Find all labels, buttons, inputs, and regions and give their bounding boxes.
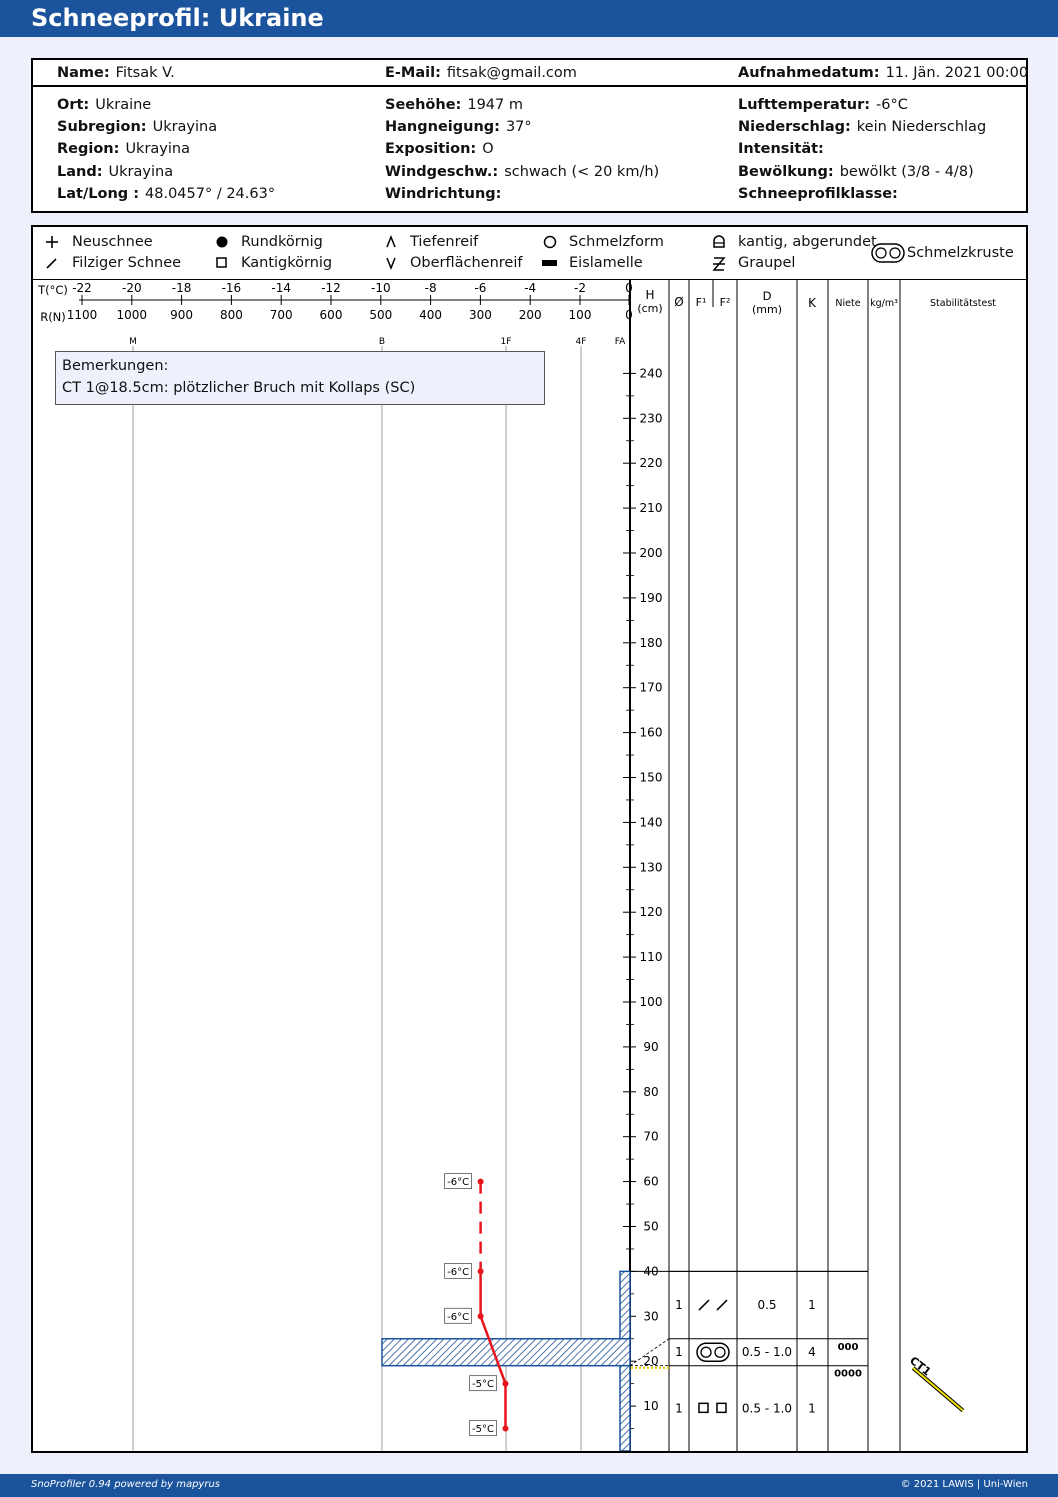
footer-bar	[0, 1474, 1058, 1497]
r-tick-label: 400	[419, 308, 443, 322]
temp-tick-label: -20	[121, 281, 142, 295]
temp-tick-label: -14	[271, 281, 292, 295]
grain-symbol-icon	[697, 1343, 729, 1361]
stab-col-label: Stabilitätstest	[930, 298, 996, 309]
stability-test-label: CT1	[907, 1354, 934, 1379]
hardness-label: B	[378, 337, 386, 347]
r-tick-label: 0	[625, 308, 633, 322]
temp-point	[503, 1426, 509, 1432]
remarks-box	[55, 351, 545, 405]
date-field: Aufnahmedatum: 11. Jän. 2021 00:00	[738, 65, 1029, 81]
height-tick-label: 80	[643, 1084, 659, 1099]
temp-label: -6°C	[447, 1266, 470, 1278]
temp-tick-label: -2	[574, 281, 586, 295]
d-col-unit: (mm)	[751, 303, 783, 316]
legend-rundkoernig: Rundkörnig	[241, 234, 323, 250]
temp-tick-label: -8	[424, 281, 437, 295]
temp-label: -6°C	[447, 1311, 470, 1323]
legend-schmelzform: Schmelzform	[569, 234, 664, 250]
o-col-label: Ø	[674, 295, 684, 309]
temp-tick-label: -16	[221, 281, 242, 295]
r-tick-label: 1100	[66, 308, 98, 322]
r-tick-label: 900	[170, 308, 194, 322]
footer-left: SnoProfiler 0.94 powered by mapyrus	[31, 1479, 221, 1490]
k-col-label: K	[808, 296, 816, 310]
niete-col-label: Niete	[835, 298, 861, 309]
temp-tick-label: -6	[474, 281, 487, 295]
niederschlag-field: Niederschlag: kein Niederschlag	[738, 119, 987, 135]
kantig-abgerundet-icon	[714, 236, 724, 247]
r-tick-label: 200	[518, 308, 542, 322]
remarks-text: CT 1@18.5cm: plötzlicher Bruch mit Kollaps (SC)	[62, 380, 416, 396]
legend-neuschnee: Neuschnee	[72, 234, 153, 250]
temp-tick-label: -4	[524, 281, 537, 295]
header-divider	[33, 85, 1026, 87]
f1-col-label: F¹	[695, 296, 707, 309]
region-field: Region: Ukrayina	[57, 141, 190, 157]
height-tick-label: 20	[643, 1354, 659, 1369]
r-tick-label: 1000	[116, 308, 148, 322]
layer-niete: 0000	[834, 1368, 862, 1380]
height-tick-label: 220	[639, 456, 663, 471]
hardness-label: 1F	[500, 337, 512, 347]
layer-niete: 000	[837, 1341, 859, 1353]
height-tick-label: 110	[639, 950, 663, 965]
profile-chart-box	[31, 328, 1028, 1453]
tiefenreif-icon	[387, 237, 395, 247]
temp-point	[478, 1313, 484, 1319]
temp-tick-label: -10	[370, 281, 391, 295]
exposition-field: Exposition: O	[385, 141, 494, 157]
grain-symbol-icon	[699, 1300, 727, 1310]
layer-k: 1	[808, 1401, 816, 1416]
h-col-label: H	[645, 288, 655, 302]
f2-col-label: F²	[719, 296, 731, 309]
remarks-title: Bemerkungen:	[62, 358, 169, 374]
graupel-icon	[713, 258, 725, 270]
height-tick-label: 70	[643, 1129, 659, 1144]
height-tick-label: 190	[639, 590, 663, 605]
rundkoernig-icon	[217, 237, 228, 248]
layer-o: 1	[675, 1401, 683, 1416]
height-tick-label: 30	[643, 1309, 659, 1324]
height-tick-label: 40	[643, 1264, 659, 1279]
legend-schmelzkruste: Schmelzkruste	[907, 245, 1014, 261]
axis-header	[33, 279, 1026, 330]
subregion-field: Subregion: Ukrayina	[57, 119, 218, 135]
layer-o: 1	[675, 1298, 683, 1313]
height-tick-label: 60	[643, 1174, 659, 1189]
height-tick-label: 10	[643, 1399, 659, 1414]
d-col-label: D	[762, 289, 772, 303]
height-tick-label: 150	[639, 770, 663, 785]
legend-symbols	[33, 227, 1026, 279]
oberflaechenreif-icon	[387, 258, 395, 268]
bewoelkung-field: Bewölkung: bewölkt (3/8 - 4/8)	[738, 164, 974, 180]
temp-tick-label: -12	[321, 281, 341, 295]
temp-point	[478, 1268, 484, 1274]
page-title: Schneeprofil: Ukraine	[31, 4, 324, 32]
layer-d: 0.5 - 1.0	[741, 1401, 793, 1416]
temp-point	[503, 1381, 509, 1387]
email-field: E-Mail: fitsak@gmail.com	[385, 65, 577, 81]
temp-label: -6°C	[447, 1177, 470, 1189]
height-tick-label: 240	[639, 366, 663, 381]
height-tick-label: 170	[639, 680, 663, 695]
schmelzform-icon	[545, 237, 556, 248]
height-tick-label: 130	[639, 860, 663, 875]
height-tick-label: 210	[639, 501, 663, 516]
kg-col-label: kg/m³	[870, 298, 898, 309]
temp-tick-label: 0	[625, 281, 633, 295]
legend-tiefenreif: Tiefenreif	[410, 234, 479, 250]
height-tick-label: 160	[639, 725, 663, 740]
snow-profile-chart	[33, 328, 1026, 1451]
r-tick-label: 500	[369, 308, 393, 322]
eislamelle-icon	[542, 260, 557, 266]
hardness-label: 4F	[575, 337, 587, 347]
height-tick-label: 100	[639, 995, 663, 1009]
r-tick-label: 100	[568, 308, 592, 322]
windrichtung-field: Windrichtung:	[385, 186, 502, 202]
r-tick-label: 700	[269, 308, 293, 322]
hardness-bar	[620, 1271, 630, 1338]
wind-field: Windgeschw.: schwach (< 20 km/h)	[385, 164, 660, 180]
lufttemp-field: Lufttemperatur: -6°C	[738, 97, 908, 113]
name-field: Name: Fitsak V.	[57, 65, 175, 81]
filziger-schnee-icon	[47, 259, 56, 268]
temp-point	[478, 1179, 484, 1185]
kantigkoernig-icon	[217, 258, 226, 267]
height-tick-label: 120	[639, 905, 663, 920]
temp-tick-label: -22	[72, 281, 92, 295]
r-tick-label: 300	[468, 308, 492, 322]
legend-kantig-abgerundet: kantig, abgerundet	[738, 234, 877, 250]
latlong-field: Lat/Long : 48.0457° / 24.63°	[57, 186, 276, 202]
hardness-bar	[620, 1366, 630, 1451]
seehoehe-field: Seehöhe: 1947 m	[385, 97, 523, 113]
r-tick-label: 600	[319, 308, 343, 322]
legend-oberflaechenreif: Oberflächenreif	[410, 255, 523, 271]
legend-filziger: Filziger Schnee	[72, 255, 182, 271]
klasse-field: Schneeprofilklasse:	[738, 186, 898, 202]
legend-box	[31, 225, 1028, 330]
h-col-unit: (cm)	[637, 302, 663, 315]
land-field: Land: Ukrayina	[57, 164, 174, 180]
neuschnee-icon	[46, 236, 58, 248]
height-tick-label: 200	[639, 546, 663, 560]
title-bar	[0, 0, 1058, 37]
r-axis-label: R(N)	[40, 310, 66, 324]
temp-label: -5°C	[472, 1424, 494, 1436]
height-tick-label: 230	[639, 411, 663, 426]
legend-eislamelle: Eislamelle	[569, 255, 643, 271]
hardness-bar	[382, 1339, 630, 1366]
temp-axis-label: T(°C)	[38, 283, 68, 297]
ort-field: Ort: Ukraine	[57, 97, 152, 113]
hangneigung-field: Hangneigung: 37°	[385, 119, 532, 135]
height-tick-label: 50	[643, 1219, 659, 1234]
grain-symbol-icon	[699, 1403, 726, 1412]
profile-info-box	[31, 58, 1028, 213]
layer-k: 4	[808, 1345, 816, 1360]
layer-d: 0.5 - 1.0	[741, 1345, 793, 1360]
layer-k: 1	[808, 1298, 816, 1313]
hardness-label: FA	[614, 337, 626, 347]
temp-label: -5°C	[472, 1379, 494, 1391]
legend-graupel: Graupel	[738, 255, 796, 271]
layer-d: 0.5	[757, 1298, 777, 1313]
height-tick-label: 140	[639, 815, 663, 830]
intensitaet-field: Intensität:	[738, 141, 824, 157]
hardness-label: M	[129, 337, 137, 347]
layer-o: 1	[675, 1345, 683, 1360]
height-tick-label: 90	[643, 1039, 659, 1054]
footer-right: © 2021 LAWIS | Uni-Wien	[900, 1479, 1028, 1490]
r-tick-label: 800	[219, 308, 243, 322]
legend-kantigkoernig: Kantigkörnig	[241, 255, 333, 271]
temp-tick-label: -18	[171, 281, 192, 295]
height-tick-label: 180	[639, 635, 663, 650]
